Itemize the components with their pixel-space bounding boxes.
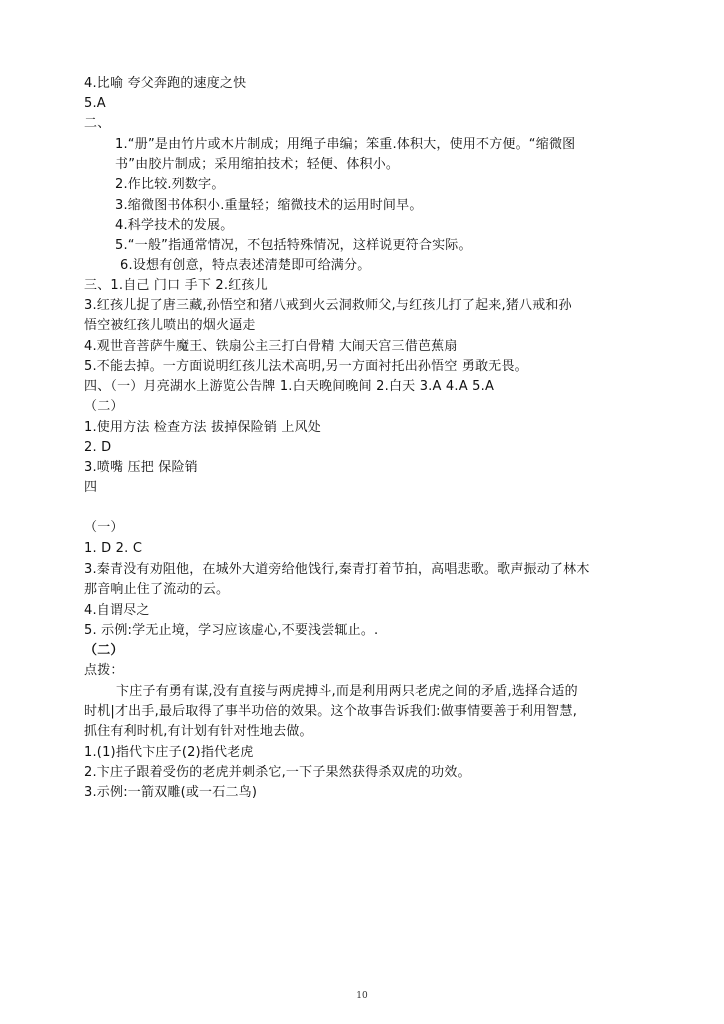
text-line: 1.使用方法 检查方法 拔掉保险销 上风处	[84, 420, 322, 435]
text-line: 1.(1)指代卞庄子(2)指代老虎	[84, 745, 254, 760]
text-line: 1. D 2. C	[84, 541, 143, 556]
subsection-heading: （二）	[84, 643, 124, 658]
text-line: 3.示例:一箭双雕(或一石二鸟)	[84, 785, 258, 800]
subsection-heading: （二）	[84, 399, 124, 414]
text-line: 3.秦青没有劝阻他，在城外大道旁给他饯行,秦青打着节拍，高唱悲歌。歌声振动了林木	[84, 562, 590, 577]
text-line: 2.卞庄子跟着受伤的老虎并刺杀它,一下子果然获得杀双虎的功效。	[84, 765, 471, 780]
text-line: 3.缩微图书体积小.重量轻；缩微技术的运用时间早。	[115, 198, 423, 213]
text-line: 书”由胶片制成；采用缩拍技术；轻便、体积小。	[115, 157, 400, 172]
section-heading: 三、1.自己 门口 手下 2.红孩儿	[84, 278, 268, 293]
text-line: 抓住有利时机,有计划有针对性地去做。	[84, 724, 313, 739]
text-line: 5.不能去掉。一方面说明红孩儿法术高明,另一方面衬托出孙悟空 勇敢无畏。	[84, 359, 528, 374]
section-heading: 四	[84, 480, 98, 495]
text-line: 1.“册”是由竹片或木片制成；用绳子串编；笨重.体积大，使用不方便。“缩微图	[115, 137, 576, 152]
subsection-heading: （一）	[84, 520, 124, 535]
text-line: 5.“一般”指通常情况，不包括特殊情况，这样说更符合实际。	[115, 238, 472, 253]
text-line: 卞庄子有勇有谋,没有直接与两虎搏斗,而是利用两只老虎之间的矛盾,选择合适的	[116, 684, 578, 699]
text-line: 悟空被红孩儿喷出的烟火逼走	[84, 318, 256, 333]
text-line: 3.红孩儿捉了唐三藏,孙悟空和猪八戒到火云洞救师父,与红孩儿打了起来,猪八戒和孙	[84, 298, 572, 313]
text-line: 5. 示例:学无止境，学习应该虚心,不要浅尝辄止。.	[84, 623, 379, 638]
section-heading: 二、	[84, 116, 111, 131]
text-line: 4.自谓尽之	[84, 603, 150, 618]
text-line: 2. D	[84, 440, 112, 455]
text-line: 点拨：	[84, 663, 124, 678]
section-heading: 四、（一）月亮湖水上游览公告牌 1.白天晚间晚间 2.白天 3.A 4.A 5.A	[84, 379, 495, 394]
text-line: 那音响止住了流动的云。	[84, 582, 230, 597]
text-line: 4.比喻 夸父奔跑的速度之快	[84, 76, 247, 91]
text-line: 3.喷嘴 压把 保险销	[84, 460, 198, 475]
page-number: 10	[356, 991, 368, 1001]
text-line: 4.观世音菩萨牛魔王、铁扇公主三打白骨精 大闹天宫三借芭蕉扇	[84, 339, 458, 354]
text-line: 5.A	[84, 96, 106, 111]
text-line: 4.科学技术的发展。	[115, 218, 234, 233]
text-line: 6.设想有创意，特点表述清楚即可给满分。	[120, 258, 371, 273]
text-line: 2.作比较.列数字。	[115, 177, 225, 192]
text-line: 时机|才出手,最后取得了事半功倍的效果。这个故事告诉我们:做事情要善于利用智慧,	[84, 704, 578, 719]
